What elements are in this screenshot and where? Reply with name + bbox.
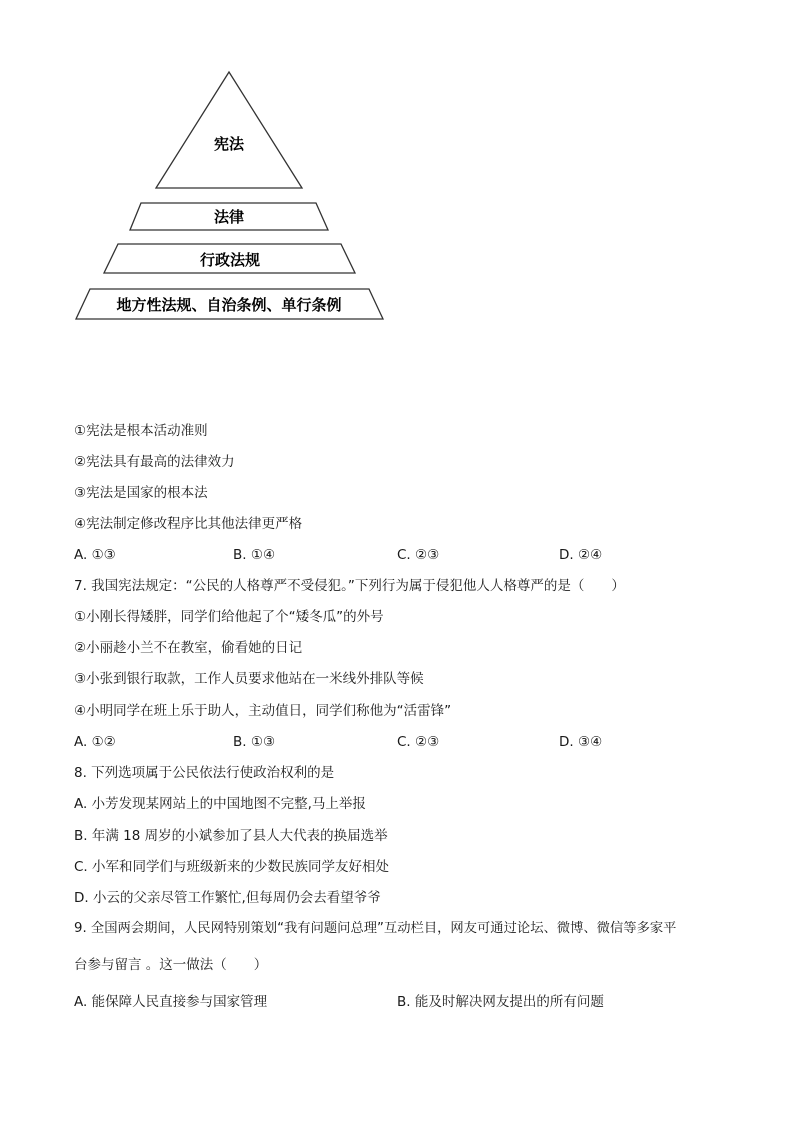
q6-option-b: B. ①④ — [233, 547, 276, 563]
q9-stem-line-1: 9. 全国两会期间，人民网特别策划“我有问题问总理”互动栏目，网友可通过论坛、微博、微信等多家平 — [74, 921, 677, 936]
q7-statement-2: ②小丽趁小兰不在教室，偷看她的日记 — [74, 640, 303, 656]
pyramid-label-local-regulations: 地方性法规、自治条例、单行条例 — [116, 296, 342, 314]
pyramid-label-constitution: 宪法 — [213, 135, 245, 153]
q7-option-c: C. ②③ — [397, 734, 440, 750]
q6-statement-1: ①宪法是根本活动准则 — [74, 423, 208, 439]
q8-option-a: A. 小芳发现某网站上的中国地图不完整,马上举报 — [74, 796, 366, 812]
q6-option-c: C. ②③ — [397, 547, 440, 563]
q9-stem-line-2: 台参与留言 。这一做法（ ） — [74, 957, 268, 973]
q7-option-b: B. ①③ — [233, 734, 276, 750]
q6-statement-3: ③宪法是国家的根本法 — [74, 485, 208, 501]
q6-statement-2: ②宪法具有最高的法律效力 — [74, 454, 235, 470]
q8-stem: 8. 下列选项属于公民依法行使政治权利的是 — [74, 765, 335, 781]
q7-stem: 7. 我国宪法规定：“公民的人格尊严不受侵犯。”下列行为属于侵犯他人人格尊严的是（ ） — [74, 578, 625, 594]
q6-option-d: D. ②④ — [559, 547, 603, 563]
q7-statement-1: ①小刚长得矮胖，同学们给他起了个“矮冬瓜”的外号 — [74, 609, 384, 625]
q6-statement-4: ④宪法制定修改程序比其他法律更严格 — [74, 516, 303, 532]
q8-option-d: D. 小云的父亲尽管工作繁忙,但每周仍会去看望爷爷 — [74, 890, 381, 906]
q9-option-b: B. 能及时解决网友提出的所有问题 — [397, 994, 604, 1010]
q6-option-a: A. ①③ — [74, 547, 116, 563]
pyramid-top-triangle — [156, 72, 302, 188]
q8-option-c: C. 小军和同学们与班级新来的少数民族同学友好相处 — [74, 859, 390, 875]
q7-statement-3: ③小张到银行取款，工作人员要求他站在一米线外排队等候 — [74, 671, 424, 687]
q9-option-a: A. 能保障人民直接参与国家管理 — [74, 994, 268, 1010]
legal-hierarchy-pyramid — [0, 0, 794, 330]
q7-option-a: A. ①② — [74, 734, 116, 750]
q7-statement-4: ④小明同学在班上乐于助人，主动值日，同学们称他为“活雷锋” — [74, 703, 452, 719]
pyramid-label-admin-regulations: 行政法规 — [199, 251, 261, 269]
q8-option-b: B. 年满 18 周岁的小斌参加了县人大代表的换届选举 — [74, 828, 388, 844]
pyramid-label-law: 法律 — [213, 208, 245, 226]
q7-option-d: D. ③④ — [559, 734, 603, 750]
